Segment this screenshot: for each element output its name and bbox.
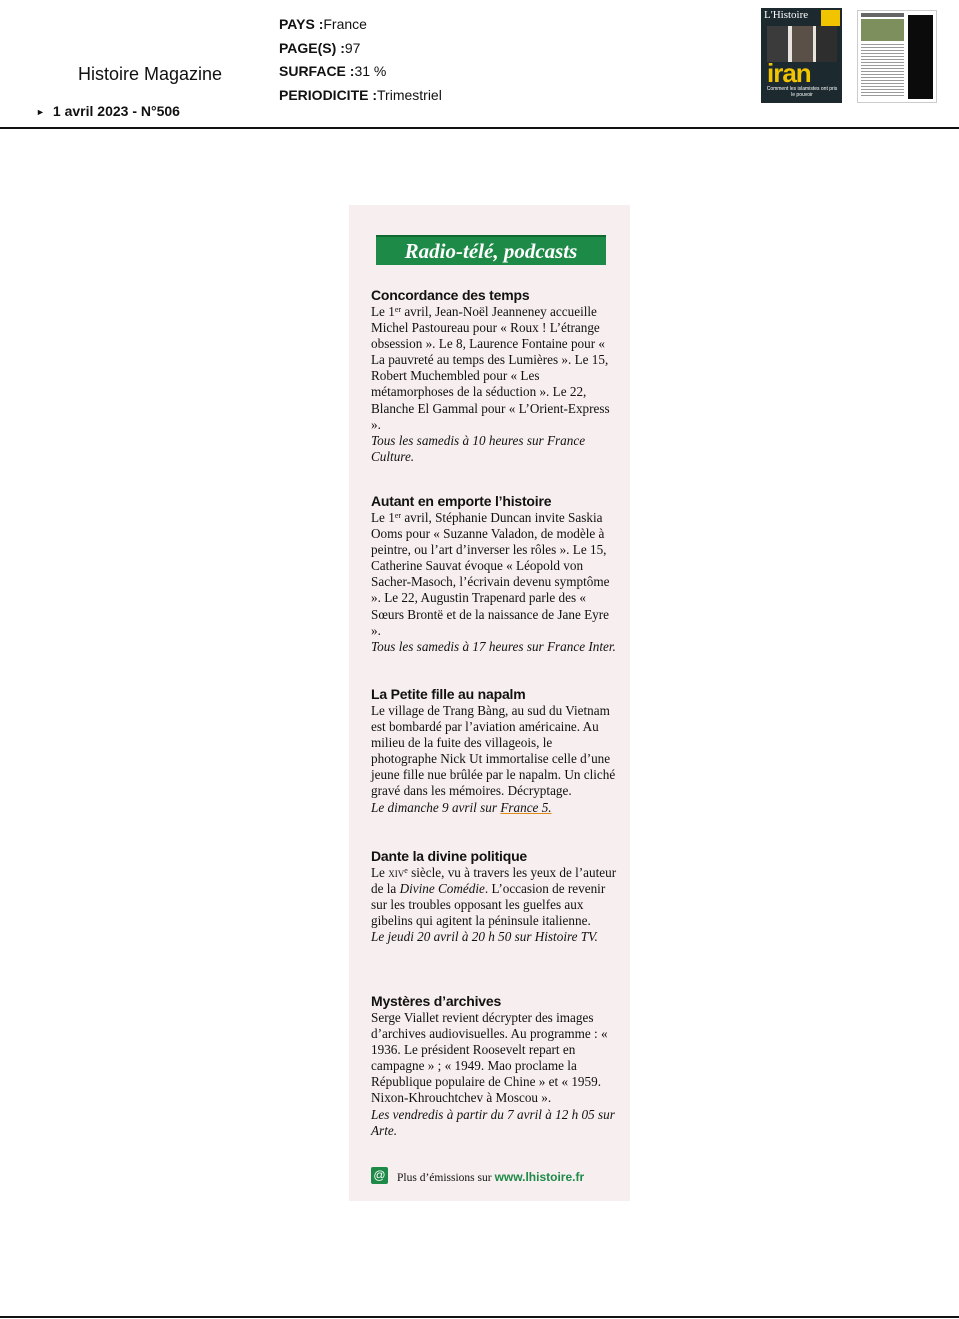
program-title: Mystères d’archives bbox=[371, 993, 502, 1009]
section-banner: Radio-télé, podcasts bbox=[376, 235, 606, 265]
at-sign-icon: @ bbox=[371, 1167, 388, 1184]
program-title: Concordance des temps bbox=[371, 287, 530, 303]
publication-meta bbox=[279, 13, 442, 107]
program-schedule: Tous les samedis à 10 heures sur France Culture. bbox=[371, 432, 586, 464]
header-divider bbox=[0, 127, 959, 129]
program-description: Serge Viallet revient décrypter des images d’archives audiovisuelles. Au programme : « 1936. Le président Roosevelt repart en campagne » ; « 1949. Mao proclame la République populaire de Chine » et « 1959. Nixon-Khrouchtchev à Moscou ». bbox=[371, 1010, 608, 1106]
program-description: Le xiv$^e$ siècle, vu à travers les yeux de l’auteur de la Divine Comédie. L’occasion de revenir sur les troubles opposant les guelfes aux gibelins qui agitent la péninsule italienne. bbox=[371, 865, 617, 929]
arrow-right-icon: ► bbox=[36, 107, 45, 117]
program-la-petite-fille-au-napalm bbox=[371, 686, 621, 816]
program-description: Le village de Trang Bàng, au sud du Vietnam est bombardé par l’aviation américaine. Au milieu de la fuite des villageois, le photographe Nick Ut immortalise celle d’une jeune fille nue brûlée par le napalm. Un cliché gravé dans les mémoires. Décryptage. bbox=[371, 703, 616, 799]
program-dante-la-divine-politique bbox=[371, 848, 621, 945]
program-title: La Petite fille au napalm bbox=[371, 686, 526, 702]
program-description: Le 1er avril, Stéphanie Duncan invite Saskia Ooms pour « Suzanne Valadon, de modèle à peintre, ou l’art d’inverser les rôles ». Le 15, Catherine Sauvat évoque « Léopold von Sacher-Masoch, l’écrivain devenu symptôme ». Le 22, Augustin Trapenard parle des « Sœurs Brontë et de la naissance de Jane Eyre ». bbox=[371, 510, 610, 638]
program-title: Autant en emporte l’histoire bbox=[371, 493, 552, 509]
issue-date bbox=[36, 103, 180, 119]
article-column bbox=[349, 205, 630, 1201]
cover-photo bbox=[767, 26, 837, 62]
website-link[interactable]: www.lhistoire.fr bbox=[494, 1170, 585, 1184]
cover-title: iran bbox=[767, 58, 811, 88]
page-thumbnail bbox=[857, 10, 937, 103]
cover-brand: L'Histoire bbox=[764, 9, 809, 21]
more-programs-link[interactable] bbox=[371, 1167, 621, 1187]
program-schedule: Le jeudi 20 avril à 20 h 50 sur Histoire TV. bbox=[371, 929, 598, 945]
meta-surface: SURFACE :31 % bbox=[279, 63, 387, 79]
program-autant-en-emporte-lhistoire bbox=[371, 493, 621, 655]
program-schedule: Tous les samedis à 17 heures sur France Inter. bbox=[371, 638, 616, 654]
program-schedule: Le dimanche 9 avril sur France 5. bbox=[371, 799, 552, 815]
program-mysteres-darchives bbox=[371, 993, 621, 1139]
issue-date-text: 1 avril 2023 - N°506 bbox=[52, 103, 180, 119]
magazine-cover-thumbnail bbox=[761, 8, 842, 103]
meta-country: PAYS :France bbox=[279, 16, 367, 32]
publication-name: Histoire Magazine bbox=[78, 64, 223, 84]
program-concordance-des-temps bbox=[371, 287, 621, 465]
cover-subtitle: Comment les islamistes ont pris le pouvoir bbox=[766, 86, 838, 98]
more-programs-text: Plus d’émissions sur www.lhistoire.fr bbox=[397, 1170, 585, 1184]
page-thumbnail-dark-column bbox=[908, 15, 933, 99]
program-title: Dante la divine politique bbox=[371, 848, 528, 864]
page-thumbnail-photo bbox=[861, 19, 904, 41]
program-description: Le 1er avril, Jean-Noël Jeanneney accueille Michel Pastoureau pour « Roux ! L’étrange obsession ». Le 8, Laurence Fontaine pour « La pauvreté au temps des Lumières ». Le 15, Robert Muchembled pour « Les métamorphoses de la séduction ». Le 22, Blanche El Gammal pour « L’Orient-Express ». bbox=[371, 304, 610, 432]
footer-divider bbox=[0, 1316, 959, 1318]
page-thumbnail-text bbox=[861, 44, 904, 98]
page-thumbnail-heading bbox=[861, 13, 904, 17]
program-schedule: Les vendredis à partir du 7 avril à 12 h 05 sur Arte. bbox=[371, 1106, 615, 1138]
cover-tag bbox=[821, 10, 840, 26]
meta-pages: PAGE(S) :97 bbox=[279, 39, 361, 56]
channel-link[interactable]: France 5. bbox=[500, 799, 552, 815]
meta-periodicity: PERIODICITE :Trimestriel bbox=[279, 86, 442, 103]
